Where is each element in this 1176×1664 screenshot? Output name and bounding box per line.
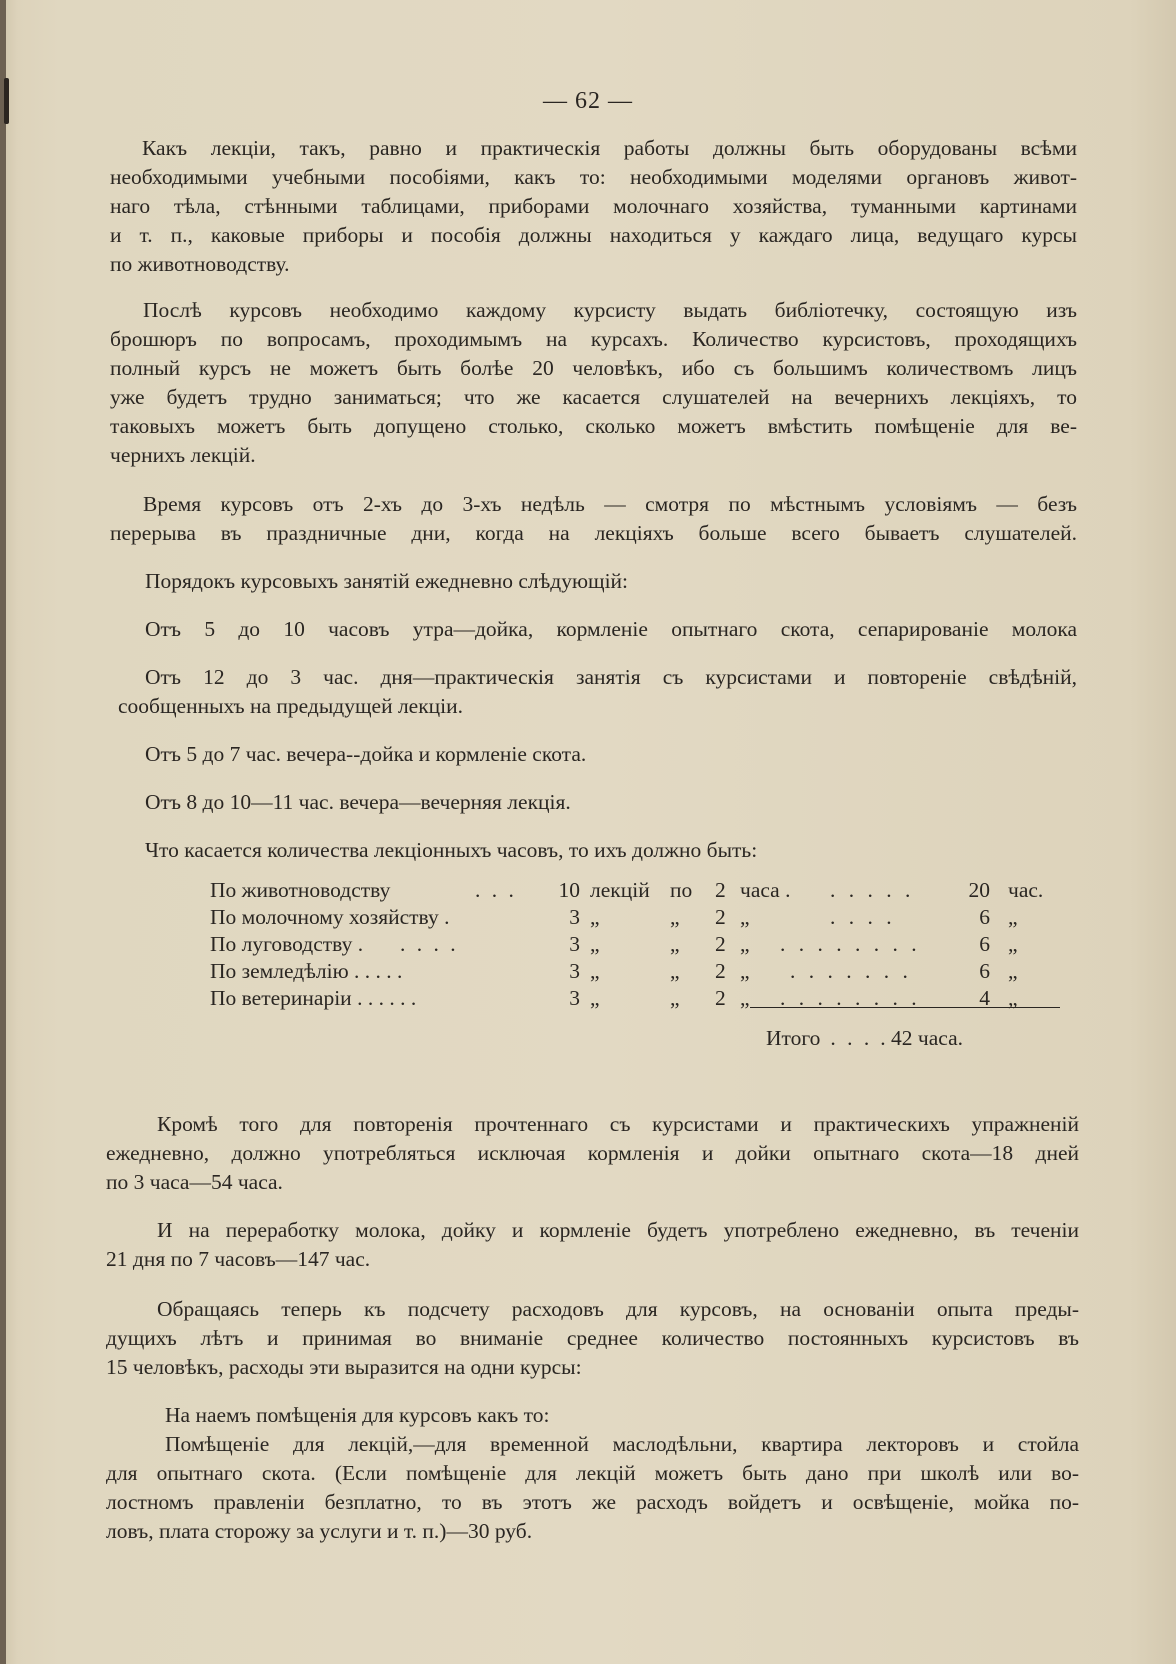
row-po: „ bbox=[670, 986, 680, 1010]
paragraph-9: Что касается количества лекціонныхъ часовъ, то ихъ должно быть: bbox=[145, 838, 758, 862]
row-hours-each: 2 bbox=[715, 986, 726, 1010]
paragraph-3-line-1: Время курсовъ отъ 2-хъ до 3-хъ недѣль — смотря по мѣстнымъ условіямъ — безъ bbox=[143, 492, 1077, 516]
paragraph-14-line-3: лостномъ правленіи безплатно, то въ этотъ же расходъ войдетъ и освѣщеніе, мойка по- bbox=[106, 1490, 1079, 1514]
paragraph-13: На наемъ помѣщенія для курсовъ какъ то: bbox=[165, 1403, 550, 1427]
row-leader-dots-2: . . . . . . . bbox=[790, 959, 912, 983]
paragraph-12-line-1: Обращаясь теперь къ подсчету расходовъ для курсовъ, на основаніи опыта преды- bbox=[157, 1297, 1079, 1321]
row-po: по bbox=[670, 878, 693, 902]
total-leader-dots: . . . bbox=[830, 1026, 873, 1050]
row-hours-each: 2 bbox=[715, 932, 726, 956]
page-number: — 62 — bbox=[543, 88, 633, 114]
paragraph-7: Отъ 5 до 7 час. вечера--дойка и кормленіе скота. bbox=[145, 742, 587, 766]
paragraph-11-line-1: И на переработку молока, дойку и кормленіе будетъ употреблено ежедневно, въ теченіи bbox=[157, 1218, 1079, 1242]
paragraph-8: Отъ 8 до 10—11 час. вечера—вечерняя лекція. bbox=[145, 790, 571, 814]
row-hours-word: „ bbox=[740, 959, 750, 983]
paragraph-10-line-1: Кромѣ того для повторенія прочтеннаго съ курсистами и практическихъ упражненій bbox=[157, 1112, 1079, 1136]
row-unit: „ bbox=[1008, 932, 1018, 956]
row-lectures: 10 bbox=[558, 878, 580, 902]
row-total: 20 bbox=[968, 878, 990, 902]
row-total: 6 bbox=[979, 959, 990, 983]
row-subject: По луговодству . bbox=[210, 932, 364, 956]
total-label: Итого bbox=[766, 1026, 821, 1050]
paragraph-1-line-5: по животноводству. bbox=[110, 252, 290, 276]
row-lectures: 3 bbox=[569, 932, 580, 956]
paragraph-1-line-1: Какъ лекціи, такъ, равно и практическія работы должны быть оборудованы всѣми bbox=[142, 136, 1077, 160]
row-subject: По земледѣлію . . . . . bbox=[210, 959, 403, 983]
row-unit: час. bbox=[1008, 878, 1044, 902]
row-total: 6 bbox=[979, 932, 990, 956]
row-lectures-word: „ bbox=[590, 986, 600, 1010]
row-po: „ bbox=[670, 932, 680, 956]
paragraph-12-line-2: дущихъ лѣтъ и принимая во вниманіе среднее количество постоянныхъ курсистовъ въ bbox=[106, 1326, 1079, 1350]
row-hours-each: 2 bbox=[715, 878, 726, 902]
row-hours-each: 2 bbox=[715, 959, 726, 983]
paragraph-10-line-2: ежедневно, должно употребляться исключая кормленія и дойки опытнаго скота—18 дней bbox=[106, 1141, 1079, 1165]
paragraph-2-line-1: Послѣ курсовъ необходимо каждому курсисту выдать библіотечку, состоящую изъ bbox=[143, 298, 1077, 322]
table-total-rule bbox=[750, 1007, 1060, 1008]
row-unit: „ bbox=[1008, 959, 1018, 983]
paragraph-6-line-1: Отъ 12 до 3 час. дня—практическія занятія съ курсистами и повтореніе свѣдѣній, bbox=[145, 665, 1077, 689]
row-total: 6 bbox=[979, 905, 990, 929]
row-po: „ bbox=[670, 905, 680, 929]
row-subject: По молочному хозяйству . bbox=[210, 905, 450, 929]
row-leader-dots: . . . . bbox=[400, 932, 459, 956]
row-hours-word: „ bbox=[740, 932, 750, 956]
row-hours-each: 2 bbox=[715, 905, 726, 929]
row-lectures-word: „ bbox=[590, 959, 600, 983]
hours-table-row bbox=[210, 957, 1070, 985]
row-leader-dots-2: . . . . bbox=[830, 905, 896, 929]
row-lectures: 3 bbox=[569, 959, 580, 983]
row-lectures-word: „ bbox=[590, 932, 600, 956]
total-value: . 42 часа. bbox=[880, 1026, 964, 1050]
paragraph-14-line-1: Помѣщеніе для лекцій,—для временной маслодѣльни, квартира лекторовъ и стойла bbox=[165, 1432, 1079, 1456]
paragraph-4: Порядокъ курсовыхъ занятій ежедневно слѣдующій: bbox=[145, 569, 629, 593]
hours-table-row bbox=[210, 903, 1070, 931]
row-leader-dots: . . . bbox=[475, 878, 517, 902]
hours-table-row bbox=[210, 930, 1070, 958]
row-unit: „ bbox=[1008, 905, 1018, 929]
row-hours-word: часа . bbox=[740, 878, 791, 902]
paragraph-14-line-4: ловъ, плата сторожу за услуги и т. п.)—30 руб. bbox=[106, 1519, 533, 1543]
paragraph-2-line-2: брошюръ по вопросамъ, проходимымъ на курсахъ. Количество курсистовъ, проходящихъ bbox=[110, 327, 1077, 351]
row-hours-word: „ bbox=[740, 905, 750, 929]
paragraph-5: Отъ 5 до 10 часовъ утра—дойка, кормленіе опытнаго скота, сепарированіе молока bbox=[145, 617, 1077, 641]
row-lectures-word: „ bbox=[590, 905, 600, 929]
binding-edge bbox=[0, 0, 6, 1664]
paragraph-14-line-2: для опытнаго скота. (Если помѣщеніе для лекцій можетъ быть дано при школѣ или во- bbox=[106, 1461, 1079, 1485]
row-leader-dots-2: . . . . . . . . bbox=[780, 932, 921, 956]
row-lectures-word: лекцій bbox=[590, 878, 650, 902]
paragraph-1-line-2: необходимыми учебными пособіями, какъ то: необходимыми моделями органовъ живот- bbox=[110, 165, 1077, 189]
paragraph-6-line-2: сообщенныхъ на предыдущей лекціи. bbox=[118, 694, 464, 718]
row-po: „ bbox=[670, 959, 680, 983]
table-total bbox=[766, 1024, 963, 1052]
row-hours-word: „ bbox=[740, 986, 750, 1010]
row-lectures: 3 bbox=[569, 905, 580, 929]
paragraph-12-line-3: 15 человѣкъ, расходы эти выразится на одни курсы: bbox=[106, 1355, 582, 1379]
paragraph-11-line-2: 21 дня по 7 часовъ—147 час. bbox=[106, 1247, 371, 1271]
row-unit: „ bbox=[1008, 986, 1018, 1010]
paragraph-2-line-3: полный курсъ не можетъ быть болѣе 20 человѣкъ, ибо съ большимъ количествомъ лицъ bbox=[110, 356, 1077, 380]
row-subject: По животноводству bbox=[210, 878, 391, 902]
row-lectures: 3 bbox=[569, 986, 580, 1010]
paragraph-3-line-2: перерыва въ праздничные дни, когда на лекціяхъ больше всего бываетъ слушателей. bbox=[110, 521, 1077, 545]
row-subject: По ветеринаріи . . . . . . bbox=[210, 986, 417, 1010]
paragraph-2-line-6: чернихъ лекцій. bbox=[110, 443, 256, 467]
paragraph-1-line-3: наго тѣла, стѣнными таблицами, приборами молочнаго хозяйства, туманными картинами bbox=[110, 194, 1077, 218]
row-leader-dots-2: . . . . . bbox=[830, 878, 915, 902]
row-leader-dots-2: . . . . . . . . bbox=[780, 986, 921, 1010]
hours-table-row bbox=[210, 876, 1070, 904]
paragraph-1-line-4: и т. п., каковые приборы и пособія должны находиться у каждаго лица, ведущаго курсы bbox=[110, 223, 1077, 247]
paragraph-2-line-4: уже будетъ трудно заниматься; что же касается слушателей на вечернихъ лекціяхъ, то bbox=[110, 385, 1077, 409]
paragraph-2-line-5: таковыхъ можетъ быть допущено столько, сколько можетъ вмѣстить помѣщеніе для ве- bbox=[110, 414, 1077, 438]
paragraph-10-line-3: по 3 часа—54 часа. bbox=[106, 1170, 283, 1194]
row-total: 4 bbox=[979, 986, 990, 1010]
